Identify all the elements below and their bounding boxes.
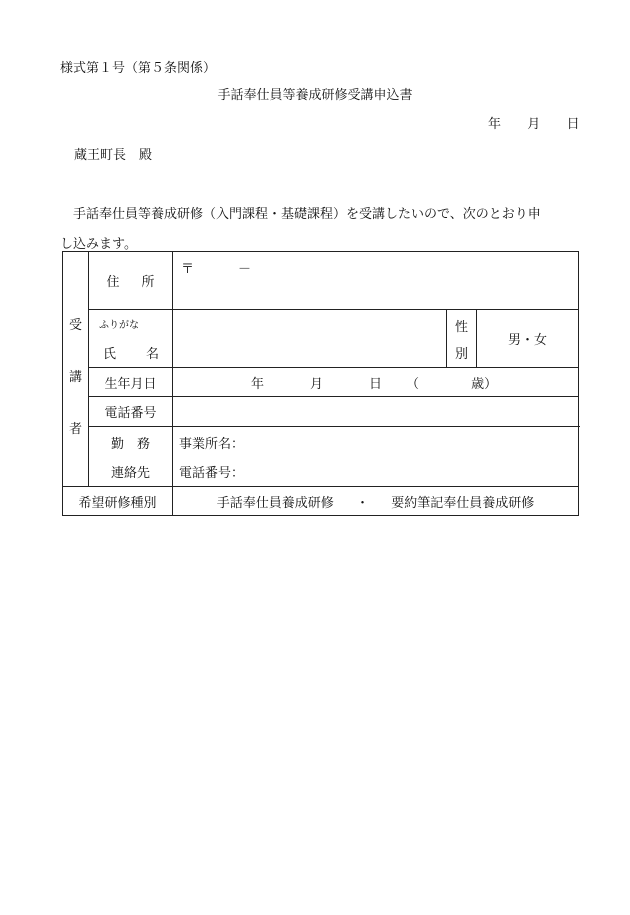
birth-date-label: 生年月日 (89, 368, 173, 397)
name-field[interactable] (173, 310, 447, 368)
course-separator: ・ (355, 495, 369, 511)
birth-year: 年 (251, 376, 265, 392)
course-type-options[interactable] (173, 487, 579, 516)
address-label (89, 252, 173, 310)
age-open: （ (406, 376, 420, 392)
date-day: 日 (566, 117, 580, 132)
postal-dash: － (238, 262, 252, 277)
course-type-label: 希望研修種別 (63, 487, 173, 516)
age-close: 歳） (471, 376, 498, 392)
phone-field[interactable] (173, 397, 579, 427)
date-month: 月 (527, 117, 541, 132)
birth-month: 月 (310, 376, 324, 392)
postal-mark: 〒 (181, 262, 195, 277)
date-line (488, 113, 580, 132)
sex-label (447, 310, 477, 368)
work-label-a: 勤 務 (110, 436, 150, 452)
side-char-3: 者 (68, 422, 82, 437)
birth-date-field[interactable] (173, 368, 579, 397)
sex-options[interactable]: 男・女 (477, 310, 579, 368)
office-phone-label: 電話番号： (179, 465, 245, 481)
intro-line-1: 手話奉仕員等養成研修（入門課程・基礎課程）を受講したいので、次のとおり申 (73, 207, 541, 222)
address-label-a: 住 (106, 275, 120, 290)
work-label-b: 連絡先 (110, 465, 150, 481)
birth-day: 日 (369, 376, 383, 392)
side-char-2: 講 (68, 370, 82, 385)
address-label-b: 所 (141, 275, 155, 290)
sex-label-b: 別 (454, 346, 468, 362)
side-char-1: 受 (68, 318, 82, 333)
applicant-side-label (63, 252, 89, 487)
date-year: 年 (488, 117, 502, 132)
form-number: 様式第１号（第５条関係） (60, 61, 217, 76)
office-name-label: 事業所名： (179, 436, 245, 452)
document-title: 手話奉仕員等養成研修受講申込書 (217, 88, 413, 103)
course-option-summary-writing[interactable]: 要約筆記奉仕員養成研修 (391, 495, 535, 511)
furigana-label: ふりがな (99, 320, 139, 331)
address-field[interactable] (173, 252, 579, 310)
work-contact-label (89, 427, 173, 487)
phone-label: 電話番号 (89, 397, 173, 427)
application-form-table (62, 251, 579, 516)
name-label-b: 名 (146, 347, 160, 362)
work-contact-field[interactable] (173, 427, 579, 487)
name-label (89, 310, 173, 368)
addressee: 蔵王町長 殿 (74, 148, 153, 163)
name-label-a: 氏 (103, 347, 117, 362)
sex-label-a: 性 (454, 319, 468, 335)
course-option-sign-language[interactable]: 手話奉仕員養成研修 (216, 495, 334, 511)
intro-line-2: し込みます。 (60, 237, 137, 252)
